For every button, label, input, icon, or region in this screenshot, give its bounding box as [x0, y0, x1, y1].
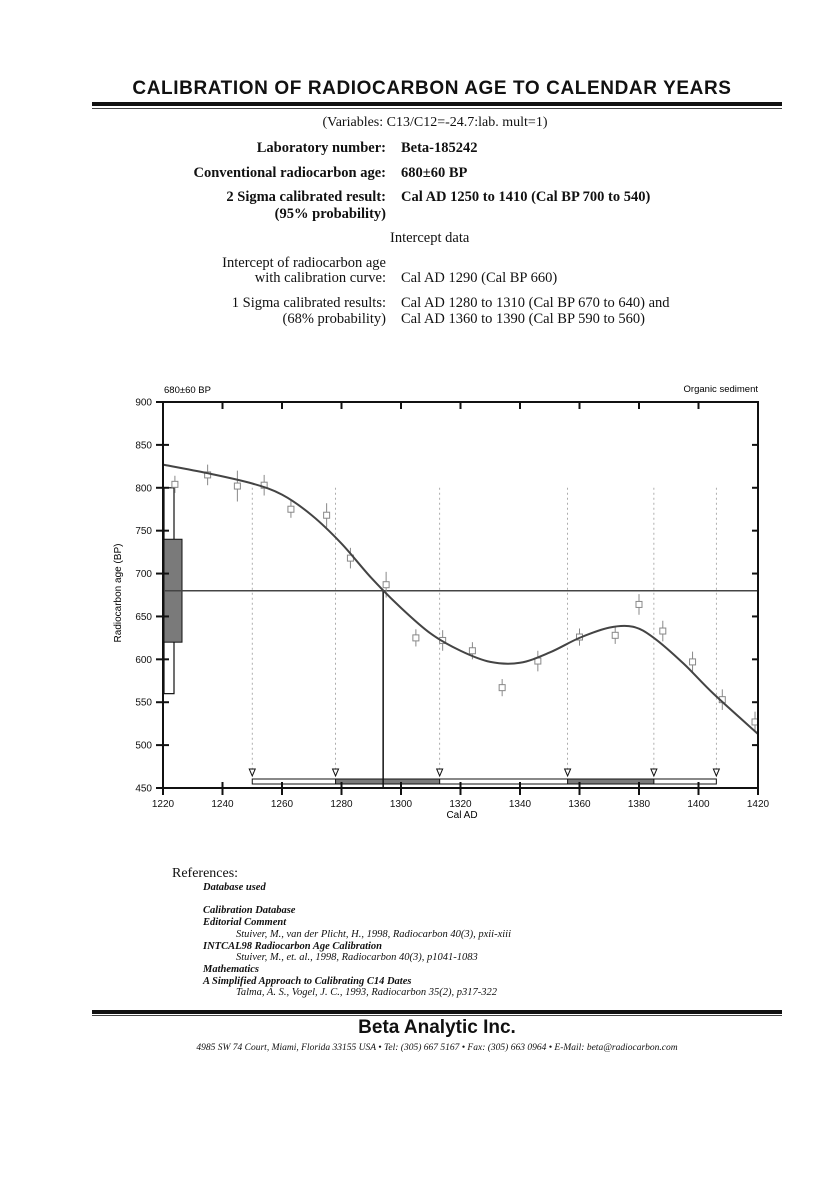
- data-point: [413, 635, 419, 641]
- range-arrow: [333, 769, 339, 776]
- data-point: [690, 659, 696, 665]
- sigma2-label: 2 Sigma calibrated result:: [226, 189, 386, 205]
- reference-line: Mathematics: [203, 963, 260, 975]
- company-name: Beta Analytic Inc.: [358, 1017, 516, 1038]
- range-arrow: [437, 769, 443, 776]
- page-title: CALIBRATION OF RADIOCARBON AGE TO CALENDAR YEARS: [132, 78, 732, 99]
- range-arrow: [565, 769, 571, 776]
- sigma2-value: Cal AD 1250 to 1410 (Cal BP 700 to 540): [401, 189, 651, 205]
- data-point: [288, 506, 294, 512]
- x-tick-label: 1260: [270, 799, 294, 810]
- reference-line: Talma, A. S., Vogel, J. C., 1993, Radiocarbon 35(2), p317-322: [236, 987, 498, 999]
- y-tick-label: 900: [135, 397, 152, 409]
- sigma1-label: 1 Sigma calibrated results:: [231, 295, 386, 311]
- sigma2-probability: (95% probability): [274, 206, 386, 222]
- footer-rule: [92, 1010, 782, 1014]
- y-tick-label: 700: [135, 569, 152, 581]
- x-tick-label: 1380: [627, 799, 651, 810]
- reference-line: INTCAL98 Radiocarbon Age Calibration: [203, 940, 383, 952]
- intercept-label-2: with calibration curve:: [254, 270, 386, 286]
- references-list: [172, 882, 511, 999]
- lab-number-value: Beta-185242: [401, 140, 478, 156]
- x-tick-label: 1300: [389, 799, 413, 810]
- y-tick-label: 850: [135, 440, 152, 452]
- conv-age-label: Conventional radiocarbon age:: [193, 165, 386, 181]
- y-tick-label: 450: [135, 783, 152, 795]
- reference-line: Stuiver, M., et. al., 1998, Radiocarbon 40(3), p1041-1083: [236, 952, 478, 964]
- x-tick-label: 1340: [508, 799, 532, 810]
- conv-age-value: 680±60 BP: [401, 165, 468, 181]
- chart-labels-layer: [113, 384, 758, 821]
- sigma1-value-1: Cal AD 1280 to 1310 (Cal BP 670 to 640) and: [401, 295, 670, 311]
- y-tick-label: 650: [135, 611, 152, 623]
- x-axis-label: Cal AD: [446, 810, 478, 821]
- data-point: [234, 483, 240, 489]
- footer-rule-thin: [92, 1015, 782, 1016]
- y-tick-label: 500: [135, 740, 152, 752]
- sigma1-range-bar: [568, 779, 654, 784]
- data-point: [612, 632, 618, 638]
- sigma1-range-bar: [336, 779, 440, 784]
- chart-axes-layer: [135, 398, 769, 811]
- references-heading: References:: [172, 866, 239, 881]
- reference-line: A Simplified Approach to Calibrating C14 Dates: [203, 975, 412, 987]
- sigma1-probability: (68% probability): [282, 311, 386, 327]
- data-point: [499, 685, 505, 691]
- data-point: [172, 481, 178, 487]
- data-point: [660, 628, 666, 634]
- sigma1-value-2: Cal AD 1360 to 1390 (Cal BP 590 to 560): [401, 311, 645, 327]
- range-arrow: [249, 769, 255, 776]
- reference-line: Stuiver, M., van der Plicht, H., 1998, Radiocarbon 40(3), pxii-xiii: [236, 928, 511, 940]
- plot-frame: [163, 402, 758, 788]
- reference-line: Editorial Comment: [203, 917, 287, 929]
- data-point: [383, 582, 389, 588]
- intercept-heading: Intercept data: [390, 230, 470, 246]
- reference-line: Database used: [203, 882, 266, 893]
- data-point: [324, 512, 330, 518]
- chart-title-left: 680±60 BP: [164, 385, 211, 396]
- y-tick-label: 750: [135, 526, 152, 538]
- y-tick-label: 550: [135, 697, 152, 709]
- references-section: [172, 866, 511, 999]
- company-address: 4985 SW 74 Court, Miami, Florida 33155 USA • Tel: (305) 667 5167 • Fax: (305) 663 0964 • E-Mail: beta@radiocarbon.com: [196, 1043, 678, 1053]
- y-axis-label: Radiocarbon age (BP): [113, 543, 124, 643]
- x-tick-label: 1320: [449, 799, 472, 810]
- data-point: [636, 601, 642, 607]
- range-arrow: [713, 769, 719, 776]
- x-tick-label: 1220: [151, 799, 175, 810]
- chart-title-right: Organic sediment: [683, 384, 758, 395]
- x-tick-label: 1420: [746, 799, 770, 810]
- lab-number-label: Laboratory number:: [256, 140, 386, 156]
- header-rule-thin: [92, 108, 782, 109]
- reference-line: [172, 894, 511, 906]
- data-point: [469, 648, 475, 654]
- intercept-label-1: Intercept of radiocarbon age: [222, 255, 386, 271]
- y-tick-label: 600: [135, 654, 152, 666]
- chart-bands-layer: [164, 488, 716, 784]
- chart-points-layer: [172, 465, 758, 733]
- x-tick-label: 1400: [687, 799, 710, 810]
- y-tick-label: 800: [135, 483, 152, 495]
- intercept-value: Cal AD 1290 (Cal BP 660): [401, 270, 558, 286]
- x-tick-label: 1360: [568, 799, 591, 810]
- variables-line: (Variables: C13/C12=-24.7:lab. mult=1): [322, 115, 548, 130]
- chart-reference-lines: [163, 488, 758, 788]
- range-arrow: [651, 769, 657, 776]
- reference-line: Calibration Database: [203, 905, 296, 917]
- x-tick-label: 1240: [211, 799, 234, 810]
- header-rule: [92, 102, 782, 106]
- calibration-chart: [0, 370, 827, 840]
- x-tick-label: 1280: [330, 799, 353, 810]
